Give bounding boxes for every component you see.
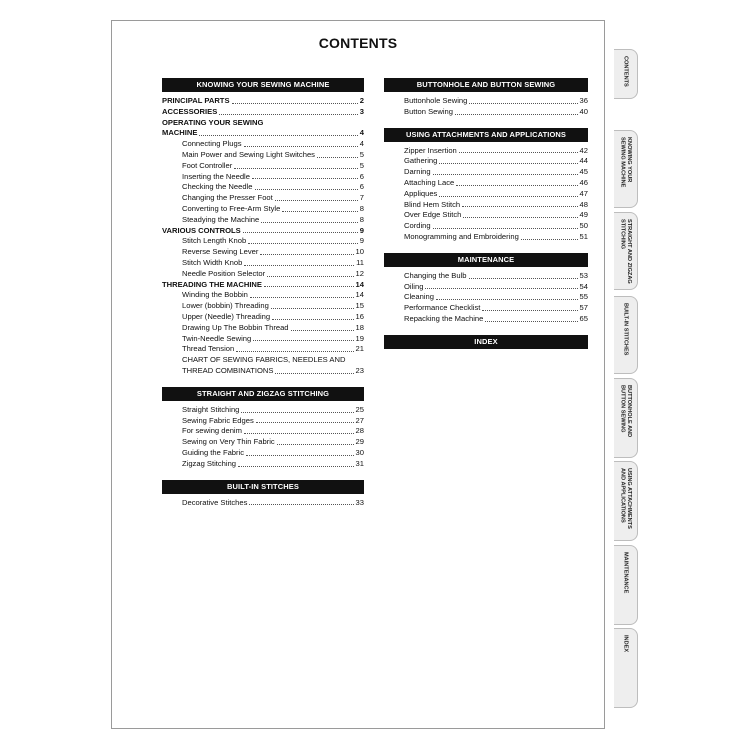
toc-entry[interactable] [384, 271, 588, 282]
dot-leader [244, 433, 354, 434]
toc-entry-page: 4 [359, 128, 364, 138]
toc-entry[interactable] [384, 167, 588, 178]
dot-leader [256, 422, 354, 423]
toc-entry-page: 10 [355, 247, 364, 257]
toc-entry[interactable] [162, 118, 364, 129]
toc-entry-page: 42 [579, 145, 588, 155]
dot-leader [469, 278, 578, 279]
toc-entry-page: 18 [355, 322, 364, 332]
dot-leader [260, 254, 353, 255]
dot-leader [425, 288, 577, 289]
toc-entry-page: 8 [359, 214, 364, 224]
dot-leader [455, 114, 578, 115]
dot-leader [236, 351, 353, 352]
toc-entry-label: Monogramming and Embroidering [404, 231, 519, 241]
toc-entry[interactable] [162, 344, 364, 355]
toc-entry[interactable] [162, 161, 364, 172]
toc-entry-label: Straight Stitching [182, 404, 240, 414]
toc-entry-label: CHART OF SEWING FABRICS, NEEDLES AND [182, 355, 346, 365]
tab-label: BUTTONHOLE AND BUTTON SEWING [619, 385, 632, 438]
toc-entry[interactable] [384, 282, 588, 293]
toc-entry-label: Thread Tension [182, 344, 235, 354]
toc-entry[interactable] [162, 193, 364, 204]
toc-entry-page: 21 [355, 344, 364, 354]
toc-entry-label: Twin-Needle Sewing [182, 333, 252, 343]
toc-entry-label: THREADING THE MACHINE [162, 279, 262, 289]
toc-entry[interactable] [162, 323, 364, 334]
dot-leader [439, 163, 577, 164]
tab-label: STRAIGHT AND ZIGZAG STITCHING [619, 219, 632, 284]
dot-leader [317, 157, 358, 158]
toc-entry[interactable] [162, 236, 364, 247]
dot-leader [482, 310, 577, 311]
toc-entry-label: For sewing denim [182, 426, 242, 436]
toc-entry-page: 12 [355, 268, 364, 278]
toc-entry[interactable] [162, 96, 364, 107]
toc-entry[interactable] [384, 303, 588, 314]
toc-entry[interactable] [384, 146, 588, 157]
toc-section-using-attachments-and-applications [384, 128, 588, 243]
dot-leader [433, 174, 578, 175]
toc-entry-label: Lower (bobbin) Threading [182, 301, 269, 311]
dot-leader [462, 206, 577, 207]
dot-leader [463, 217, 577, 218]
toc-entry[interactable] [162, 150, 364, 161]
toc-entry-page: 23 [355, 365, 364, 375]
toc-entry-page: 53 [579, 270, 588, 280]
dot-leader [433, 228, 578, 229]
dot-leader [275, 373, 353, 374]
toc-entry-label: Stitch Length Knob [182, 236, 247, 246]
toc-entry-page: 6 [359, 182, 364, 192]
toc-entry[interactable] [162, 204, 364, 215]
dot-leader [243, 232, 358, 233]
tab-maintenance[interactable] [614, 545, 638, 625]
toc-section-straight-and-zigzag-stitching [162, 387, 364, 470]
toc-entry-page: 25 [355, 404, 364, 414]
toc-entry[interactable] [162, 128, 364, 139]
contents-page [111, 20, 605, 729]
toc-section-index [384, 335, 588, 349]
toc-entry[interactable] [162, 247, 364, 258]
dot-leader [272, 319, 353, 320]
toc-entry-label: Repacking the Machine [404, 313, 484, 323]
toc-entry-page: 51 [579, 231, 588, 241]
dot-leader [456, 185, 577, 186]
toc-entry-label: Blind Hem Stitch [404, 199, 461, 209]
dot-leader [244, 146, 358, 147]
dot-leader [267, 276, 353, 277]
dot-leader [521, 239, 578, 240]
toc-entry[interactable] [384, 107, 588, 118]
dot-leader [291, 330, 354, 331]
toc-entry[interactable] [162, 258, 364, 269]
tab-label: BUILT-IN STITCHES [622, 303, 629, 356]
toc-entry[interactable] [162, 182, 364, 193]
toc-entry-page: 16 [355, 311, 364, 321]
toc-entry-label: Button Sewing [404, 106, 453, 116]
toc-entry-label: Zigzag Stitching [182, 458, 237, 468]
toc-entry[interactable] [162, 437, 364, 448]
toc-entry-page: 6 [359, 171, 364, 181]
toc-entry-label: Cording [404, 221, 431, 231]
toc-entry-page: 4 [359, 139, 364, 149]
toc-entry[interactable] [384, 314, 588, 325]
section-header: BUILT-IN STITCHES [162, 480, 364, 494]
dot-leader [219, 114, 357, 115]
toc-entry-page: 54 [579, 281, 588, 291]
toc-entry-label: Winding the Bobbin [182, 290, 248, 300]
dot-leader [436, 299, 578, 300]
section-header: MAINTENANCE [384, 253, 588, 267]
toc-entry[interactable] [384, 292, 588, 303]
toc-entry[interactable] [384, 200, 588, 211]
tab-contents[interactable] [614, 49, 638, 99]
tab-using-attachments-and-applications[interactable] [614, 461, 638, 541]
toc-entry-page: 9 [359, 236, 364, 246]
toc-entry-label: Cleaning [404, 292, 434, 302]
tab-label: CONTENTS [622, 56, 629, 87]
toc-entry-page: 7 [359, 193, 364, 203]
toc-entry-label: Converting to Free-Arm Style [182, 203, 281, 213]
toc-entry-label: PRINCIPAL PARTS [162, 96, 230, 105]
tab-label: KNOWING YOUR SEWING MACHINE [619, 137, 632, 188]
toc-entry-page: 44 [579, 156, 588, 166]
toc-entry[interactable] [162, 172, 364, 183]
toc-entry[interactable] [162, 459, 364, 470]
toc-entry[interactable] [162, 269, 364, 280]
dot-leader [246, 455, 353, 456]
toc-entry-page: 55 [579, 292, 588, 302]
toc-section-built-in-stitches [162, 480, 364, 509]
toc-entry-page: 49 [579, 210, 588, 220]
right-column [384, 78, 588, 359]
toc-entry-label: Inserting the Needle [182, 171, 250, 181]
toc-entry-label: Drawing Up The Bobbin Thread [182, 322, 289, 332]
toc-entry[interactable] [162, 498, 364, 509]
toc-entry-label: Changing the Bulb [404, 270, 467, 280]
toc-entry[interactable] [384, 189, 588, 200]
dot-leader [249, 504, 353, 505]
tab-knowing-your-sewing-machine[interactable] [614, 130, 638, 208]
dot-leader [485, 321, 577, 322]
toc-entry[interactable] [162, 301, 364, 312]
tab-label: USING ATTACHMENTS AND APPLICATIONS [619, 468, 632, 529]
toc-entry[interactable] [162, 355, 364, 366]
dot-leader [277, 444, 354, 445]
toc-entry-page: 36 [579, 96, 588, 105]
toc-entry-page: 2 [359, 96, 364, 105]
tab-built-in-stitches[interactable] [614, 296, 638, 374]
toc-entry-label: MACHINE [162, 128, 198, 138]
dot-leader [275, 200, 358, 201]
dot-leader [261, 222, 358, 223]
toc-entry[interactable] [384, 210, 588, 221]
dot-leader [252, 178, 358, 179]
section-header: INDEX [384, 335, 588, 349]
toc-entry-page: 46 [579, 177, 588, 187]
toc-entry-label: Needle Position Selector [182, 268, 266, 278]
toc-entry[interactable] [162, 426, 364, 437]
toc-entry-label: Foot Controller [182, 160, 233, 170]
toc-entry-page: 30 [355, 447, 364, 457]
toc-entry-label: ACCESSORIES [162, 106, 218, 116]
toc-entry-label: Zipper Insertion [404, 145, 457, 155]
toc-entry-label: Connecting Plugs [182, 139, 242, 149]
tab-index[interactable] [614, 628, 638, 708]
toc-entry-label: Over Edge Stitch [404, 210, 462, 220]
toc-section-maintenance [384, 253, 588, 325]
dot-leader [250, 297, 354, 298]
toc-entry[interactable] [384, 232, 588, 243]
toc-entry-label: Attaching Lace [404, 177, 455, 187]
dot-leader [469, 103, 577, 104]
toc-entry-page: 40 [579, 106, 588, 116]
toc-entry-label: OPERATING YOUR SEWING [162, 117, 264, 127]
toc-entry-page: 33 [355, 497, 364, 507]
toc-entry-label: Buttonhole Sewing [404, 96, 468, 105]
toc-entry-label: Appliques [404, 188, 438, 198]
toc-entry-page: 15 [355, 301, 364, 311]
dot-leader [241, 412, 353, 413]
toc-entry-page: 5 [359, 149, 364, 159]
toc-entry-page: 9 [359, 225, 364, 235]
dot-leader [271, 308, 354, 309]
toc-entry[interactable] [384, 96, 588, 107]
toc-entry-label: Sewing on Very Thin Fabric [182, 437, 275, 447]
dot-leader [199, 135, 357, 136]
toc-section-knowing-your-sewing-machine [162, 78, 364, 377]
toc-entry[interactable] [162, 416, 364, 427]
tab-label: INDEX [622, 635, 629, 653]
toc-entry-page: 57 [579, 303, 588, 313]
tab-label: MAINTENANCE [622, 552, 629, 594]
toc-entry[interactable] [162, 312, 364, 323]
toc-entry[interactable] [384, 221, 588, 232]
toc-section-buttonhole-and-button-sewing [384, 78, 588, 118]
toc-entry-page: 14 [355, 279, 364, 289]
toc-entry-label: Main Power and Sewing Light Switches [182, 149, 315, 159]
dot-leader [264, 286, 354, 287]
toc-entry-label: Changing the Presser Foot [182, 193, 273, 203]
toc-entry-label: Checking the Needle [182, 182, 253, 192]
dot-leader [248, 243, 358, 244]
dot-leader [234, 168, 358, 169]
toc-entry-page: 3 [359, 106, 364, 116]
dot-leader [459, 152, 578, 153]
toc-entry[interactable] [162, 107, 364, 118]
toc-entry-page: 48 [579, 199, 588, 209]
toc-entry[interactable] [162, 334, 364, 345]
toc-entry-label: Reverse Sewing Lever [182, 247, 259, 257]
dot-leader [253, 340, 353, 341]
toc-entry[interactable] [384, 156, 588, 167]
toc-entry[interactable] [162, 405, 364, 416]
toc-entry-label: Guiding the Fabric [182, 447, 245, 457]
toc-entry[interactable] [162, 366, 364, 377]
toc-entry[interactable] [162, 139, 364, 150]
section-header: STRAIGHT AND ZIGZAG STITCHING [162, 387, 364, 401]
toc-entry-label: Oiling [404, 281, 424, 291]
toc-entry[interactable] [162, 290, 364, 301]
page-title: CONTENTS [318, 35, 398, 51]
toc-entry-page: 29 [355, 437, 364, 447]
toc-entry-label: Decorative Stitches [182, 497, 248, 507]
toc-entry-label: Gathering [404, 156, 438, 166]
toc-entry-page: 27 [355, 415, 364, 425]
tab-buttonhole-and-button-sewing[interactable] [614, 378, 638, 458]
toc-entry-label: Performance Checklist [404, 303, 481, 313]
toc-entry-page: 65 [579, 313, 588, 323]
toc-entry-page: 47 [579, 188, 588, 198]
tab-straight-and-zigzag-stitching[interactable] [614, 212, 638, 290]
toc-entry-page: 11 [356, 257, 364, 267]
dot-leader [255, 189, 358, 190]
toc-entry-page: 14 [355, 290, 364, 300]
dot-leader [238, 466, 354, 467]
toc-entry-label: Stitch Width Knob [182, 257, 243, 267]
dot-leader [232, 103, 358, 104]
toc-entry-page: 19 [355, 333, 364, 343]
toc-entry-label: THREAD COMBINATIONS [182, 365, 274, 375]
toc-entry[interactable] [162, 280, 364, 291]
toc-entry[interactable] [162, 215, 364, 226]
toc-entry-page: 28 [355, 426, 364, 436]
toc-entry-page: 45 [579, 167, 588, 177]
toc-entry-label: Sewing Fabric Edges [182, 415, 254, 425]
toc-entry-label: Darning [404, 167, 431, 177]
toc-entry-label: Upper (Needle) Threading [182, 311, 271, 321]
dot-leader [439, 196, 577, 197]
left-column [162, 78, 364, 518]
toc-entry-page: 5 [359, 160, 364, 170]
toc-entry[interactable] [162, 448, 364, 459]
toc-entry-label: Steadying the Machine [182, 214, 260, 224]
toc-entry[interactable] [162, 226, 364, 237]
section-header: BUTTONHOLE AND BUTTON SEWING [384, 78, 588, 92]
section-header: USING ATTACHMENTS AND APPLICATIONS [384, 128, 588, 142]
dot-leader [282, 211, 357, 212]
toc-entry[interactable] [384, 178, 588, 189]
toc-entry-page: 31 [355, 458, 364, 468]
section-header: KNOWING YOUR SEWING MACHINE [162, 78, 364, 92]
toc-entry-label: VARIOUS CONTROLS [162, 225, 241, 235]
toc-entry-page: 50 [579, 221, 588, 231]
toc-entry-page: 8 [359, 203, 364, 213]
dot-leader [244, 265, 354, 266]
